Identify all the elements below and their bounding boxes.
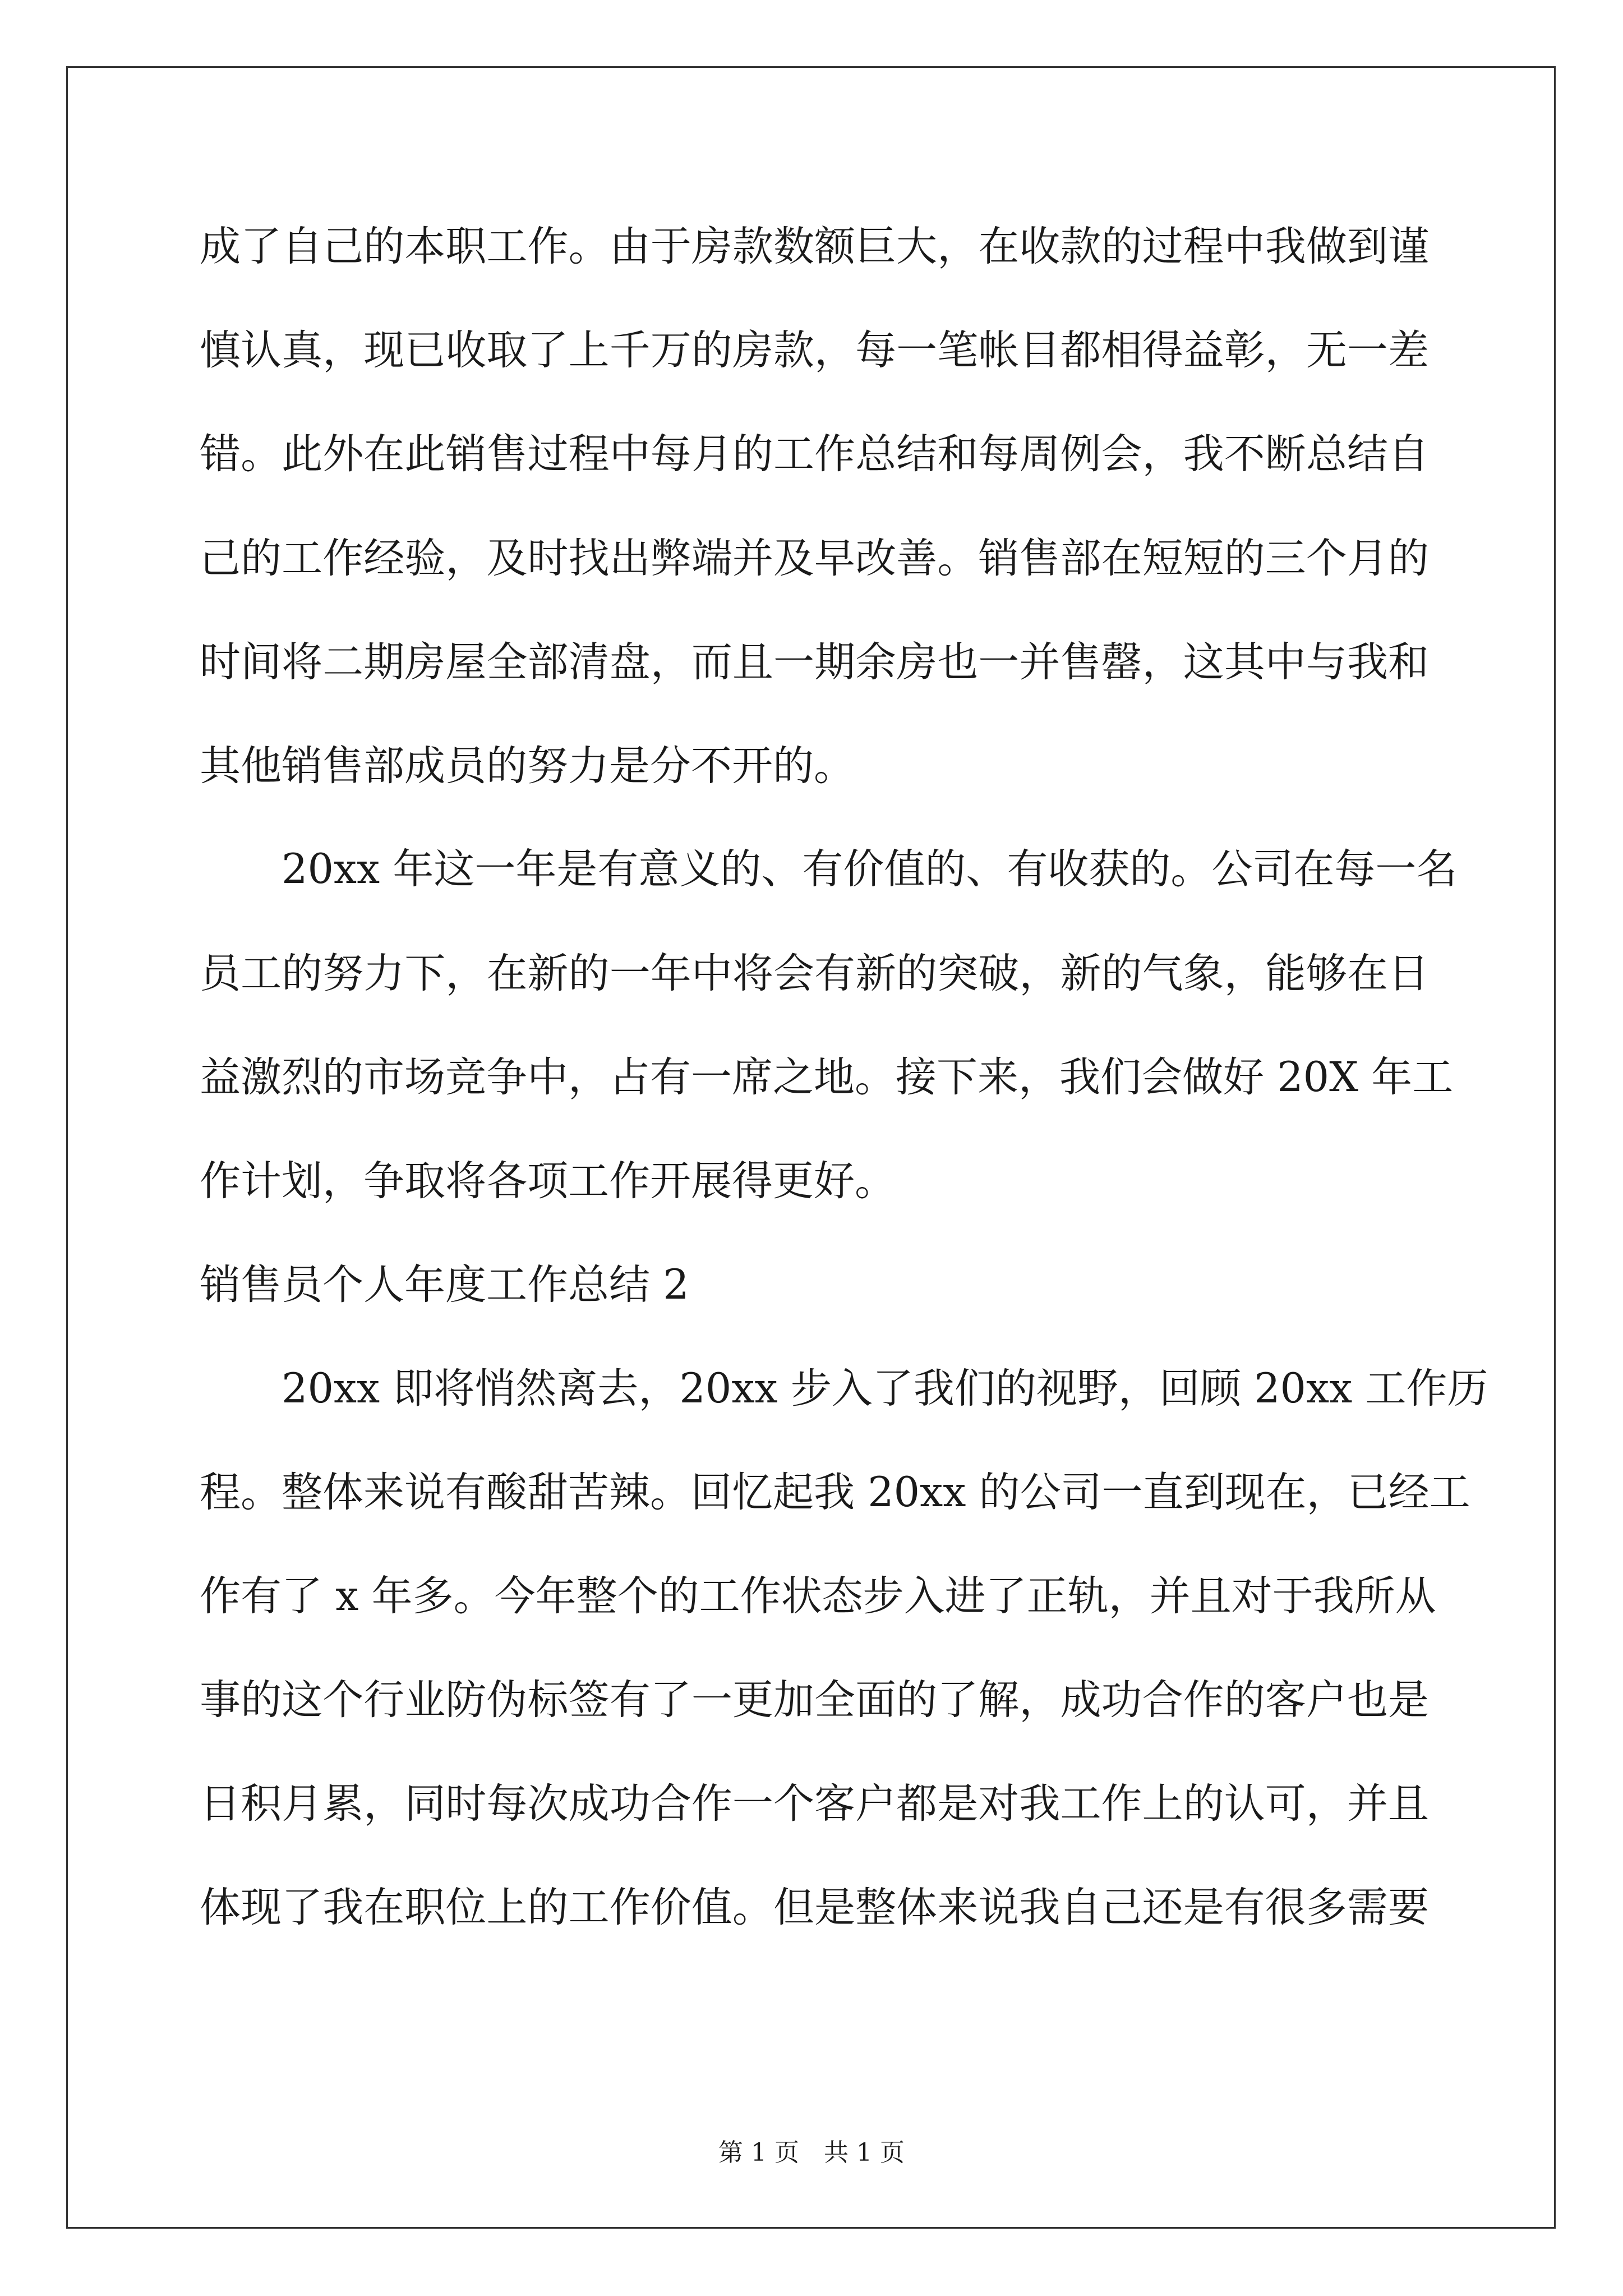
body-line-16: 日积月累，同时每次成功合作一个客户都是对我工作上的认可，并且 bbox=[200, 1780, 1429, 1828]
body-line-13: 程。整体来说有酸甜苦辣。回忆起我 20xx 的公司一直到现在，已经工 bbox=[200, 1469, 1470, 1516]
body-line-7: 20xx 年这一年是有意义的、有价值的、有收获的。公司在每一名 bbox=[200, 845, 1458, 893]
body-line-3: 错。此外在此销售过程中每月的工作总结和每周例会，我不断总结自 bbox=[200, 430, 1429, 478]
body-line-15: 事的这个行业防伪标签有了一更加全面的了解，成功合作的客户也是 bbox=[200, 1676, 1429, 1724]
body-line-17: 体现了我在职位上的工作价值。但是整体来说我自己还是有很多需要 bbox=[200, 1884, 1429, 1931]
body-line-8: 员工的努力下，在新的一年中将会有新的突破，新的气象，能够在日 bbox=[200, 950, 1429, 997]
body-line-14: 作有了 x 年多。今年整个的工作状态步入进了正轨，并且对于我所从 bbox=[200, 1572, 1436, 1620]
body-line-9: 益激烈的市场竞争中，占有一席之地。接下来，我们会做好 20X 年工 bbox=[200, 1053, 1454, 1101]
body-line-10: 作计划，争取将各项工作开展得更好。 bbox=[200, 1157, 896, 1205]
section-heading: 销售员个人年度工作总结 2 bbox=[200, 1261, 689, 1309]
body-line-2: 慎认真，现已收取了上千万的房款，每一笔帐目都相得益彰，无一差 bbox=[200, 326, 1429, 374]
page-footer: 第 1 页 共 1 页 bbox=[718, 2138, 905, 2167]
body-line-6: 其他销售部成员的努力是分不开的。 bbox=[200, 742, 855, 790]
body-line-5: 时间将二期房屋全部清盘，而且一期余房也一并售罄，这其中与我和 bbox=[200, 638, 1429, 686]
body-line-1: 成了自己的本职工作。由于房款数额巨大，在收款的过程中我做到谨 bbox=[200, 223, 1429, 270]
body-line-4: 己的工作经验，及时找出弊端并及早改善。销售部在短短的三个月的 bbox=[200, 535, 1429, 582]
body-line-12: 20xx 即将悄然离去，20xx 步入了我们的视野，回顾 20xx 工作历 bbox=[200, 1365, 1488, 1412]
